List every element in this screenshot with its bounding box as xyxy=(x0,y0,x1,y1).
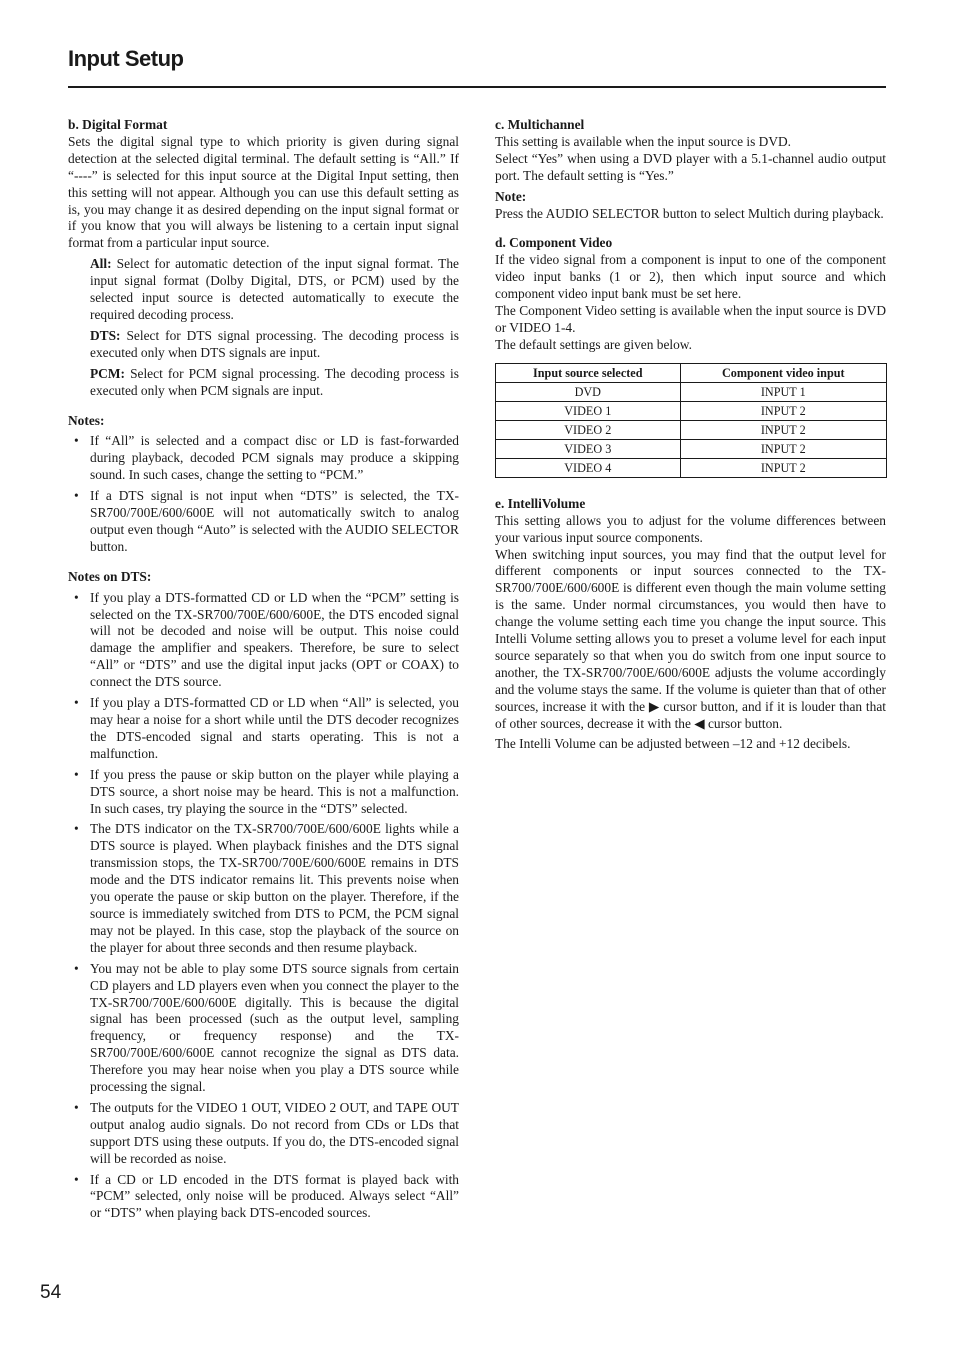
table-cell: VIDEO 2 xyxy=(496,420,681,439)
dts-notes-heading: Notes on DTS: xyxy=(68,568,152,584)
dts-notes-list xyxy=(68,590,459,1223)
list-item: • If you play a DTS-formatted CD or LD when the “PCM” setting is selected on the TX-SR700/700E/600/600E, the DTS encoded signal will not be decoded and noise will be output. This noise could damage the amplifier and speakers. Therefore, be sure to select “All” or “DTS” and use the digital input jacks (OPT or COAX) to connect the DTS source. xyxy=(68,590,459,691)
page-number: 54 xyxy=(40,1282,62,1303)
table-cell: VIDEO 3 xyxy=(496,439,681,458)
list-item: • If you press the pause or skip button on the player while playing a DTS source, a short noise may be heard. This is not a malfunction. In such cases, try playing the source in the “DTS” selected. xyxy=(68,767,459,818)
list-item: • The outputs for the VIDEO 1 OUT, VIDEO 2 OUT, and TAPE OUT output analog audio signals. Do not record from CDs or LDs that support DTS using these outputs. If you do, the DTS-encoded signal will be recorded as noise. xyxy=(68,1100,459,1168)
multichannel-heading: c. Multichannel xyxy=(495,117,585,132)
list-item: • If “All” is selected and a compact disc or LD is fast-forwarded during playback, decoded PCM signals may produce a skipping sound. In such cases, change the setting to “PCM.” xyxy=(68,433,459,484)
table-cell: VIDEO 1 xyxy=(496,401,681,420)
column-header: Component video input xyxy=(680,363,886,382)
notes-list xyxy=(68,433,459,555)
component-video-table xyxy=(495,363,887,478)
component-video-heading: d. Component Video xyxy=(495,235,613,251)
table-cell: INPUT 2 xyxy=(680,401,886,420)
component-video-p2: The Component Video setting is available when the input source is DVD or VIDEO 1-4. xyxy=(495,303,886,335)
table-row xyxy=(496,401,887,420)
notes-heading: Notes: xyxy=(68,412,105,428)
table-row xyxy=(496,420,887,439)
table-cell: INPUT 2 xyxy=(680,420,886,439)
right-column xyxy=(495,117,886,753)
option-text: Select for DTS signal processing. The decoding process is executed only when DTS signals are input. xyxy=(90,327,459,360)
list-item: • If a DTS signal is not input when “DTS” is selected, the TX-SR700/700E/600/600E will not automatically switch to analog output even though “Auto” is selected with the AUDIO SELECTOR button. xyxy=(68,488,459,556)
multichannel-p1: This setting is available when the input source is DVD. xyxy=(495,133,792,149)
multichannel-note: Press the AUDIO SELECTOR button to select Multich during playback. xyxy=(495,205,884,221)
list-item: • You may not be able to play some DTS source signals from certain CD players and LD players even when you connect the player to the TX-SR700/700E/600/600E digitally. This is because the digital signal has been processed (such as the output level, sampling frequency, or frequency response) and the TX-SR700/700E/600/600E cannot recognize the signal as DTS data. Therefore you may hear noise when you play a DTS source while processing the signal. xyxy=(68,961,459,1096)
digital-format-intro: Sets the digital signal type to which priority is given during signal detection at the selected digital terminal. The default setting is “All.” If “----” is selected for this input source at the Digital Input setting, then this setting will not appear. Although you can use this default setting as is, you may change it as desired depending on the input signal format or if you know that you will always be listening to a certain input signal format from a particular input source. xyxy=(68,133,459,251)
page-title: Input Setup xyxy=(68,46,184,71)
table-row xyxy=(496,439,887,458)
component-video-p1: If the video signal from a component is input to one of the component video input banks (1 or 2), then which input source and which component video input bank must be set here. xyxy=(495,252,886,302)
list-item: • If you play a DTS-formatted CD or LD when “All” is selected, you may hear a noise for a short while until the DTS decoder recognizes the DTS-encoded signal and starts operating. This is not a malfunction. xyxy=(68,695,459,763)
intellivolume-heading: e. IntelliVolume xyxy=(495,495,586,511)
option-label: All: xyxy=(90,256,112,272)
option-dts xyxy=(68,328,459,362)
option-label: PCM: xyxy=(90,365,125,381)
table-cell: INPUT 2 xyxy=(680,458,886,477)
table-row xyxy=(496,382,887,401)
option-all xyxy=(68,256,459,324)
list-item: • If a CD or LD encoded in the DTS format is played back with “PCM” selected, only noise will be produced. Always select “All” or “DTS” when playing back DTS-encoded sources. xyxy=(68,1172,459,1223)
digital-format-heading: b. Digital Format xyxy=(68,117,168,132)
multichannel-note-heading: Note: xyxy=(495,188,527,204)
intellivolume-p2: When switching input sources, you may find that the output level for different components or input sources connected to the TX-SR700/700E/600/600E is different even though the main volume setting is the same. Under normal circumstances, you would then have to change the volume setting each time you change the input source. This Intelli Volume setting allows you to preset a volume level for each input source separately so that when you do switch from one input source to another, the TX-SR700/700E/600/600E adjusts the volume accordingly and the volume stays the same. If the volume is quieter than that of other sources, increase it with the ▶ cursor button, and if it is louder than that of other sources, decrease it with the ◀ cursor button. xyxy=(495,546,886,731)
option-text: Select for automatic detection of the input signal format. The input signal format (Dolby Digital, DTS, or PCM) used by the selected input source is detected automatically to execute the required decoding process. xyxy=(90,256,459,322)
intellivolume-p1: This setting allows you to adjust for the volume differences between your various input source components. xyxy=(495,512,886,545)
table-row xyxy=(496,458,887,477)
table-cell: INPUT 1 xyxy=(680,382,886,401)
list-item: • The DTS indicator on the TX-SR700/700E/600/600E lights while a DTS source is played. When playback finishes and the DTS signal transmission stops, the TX-SR700/700E/600/600E remains in DTS mode and the DTS indicator remains lit. This prevents noise when you operate the pause or skip button on the player. Therefore, if the source is immediately switched from DTS to PCM, the PCM signal may not be played. In this case, stop the playback of the source on the player for about three seconds and then resume playback. xyxy=(68,821,459,956)
option-label: DTS: xyxy=(90,327,121,343)
component-video-p3: The default settings are given below. xyxy=(495,336,692,352)
intellivolume-p3: The Intelli Volume can be adjusted between –12 and +12 decibels. xyxy=(495,736,851,752)
column-header: Input source selected xyxy=(496,363,681,382)
table-header-row xyxy=(496,363,887,382)
table-cell: INPUT 2 xyxy=(680,439,886,458)
option-text: Select for PCM signal processing. The decoding process is executed only when PCM signals are input. xyxy=(90,365,459,398)
option-pcm xyxy=(68,366,459,400)
table-cell: DVD xyxy=(496,382,681,401)
title-rule xyxy=(68,86,886,88)
left-column xyxy=(68,117,459,1226)
table-cell: VIDEO 4 xyxy=(496,458,681,477)
multichannel-p2: Select “Yes” when using a DVD player with a 5.1-channel audio output port. The default setting is “Yes.” xyxy=(495,150,886,183)
